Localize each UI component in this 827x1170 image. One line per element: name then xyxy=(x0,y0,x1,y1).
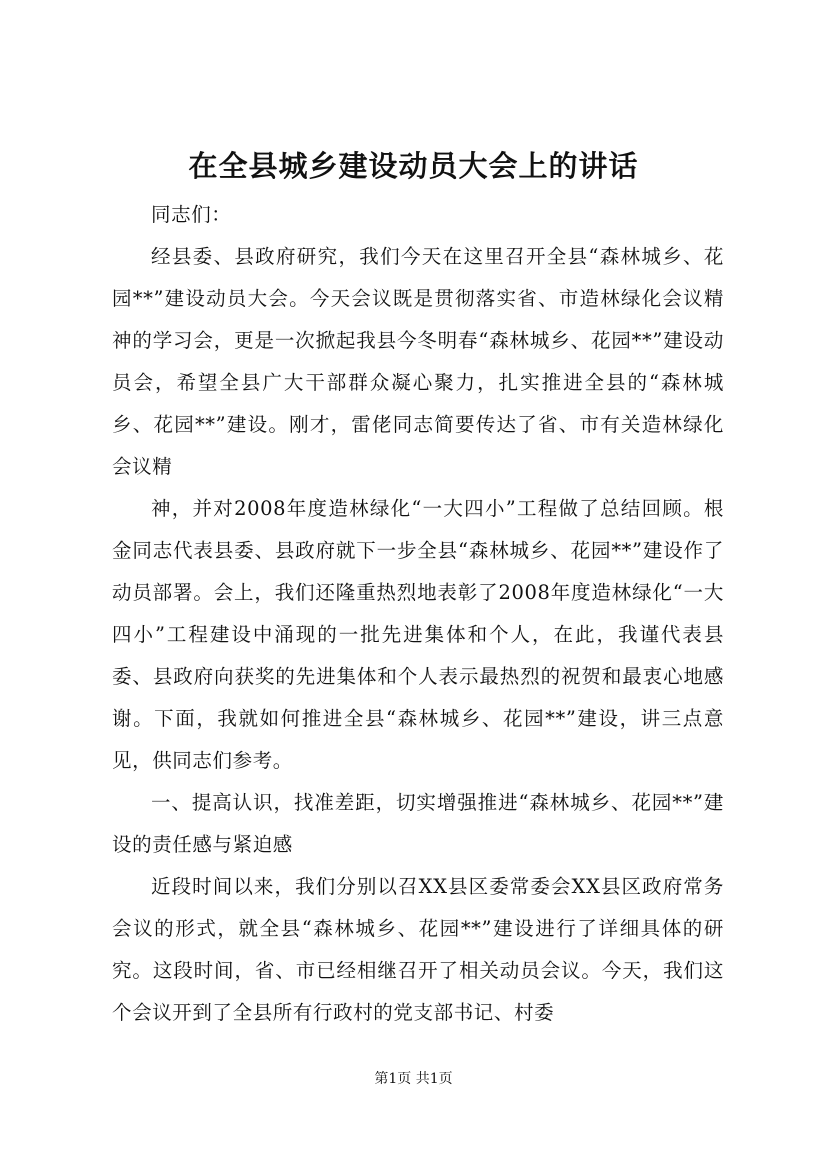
page-footer: 第1页 共1页 xyxy=(374,1071,453,1087)
document-body xyxy=(112,194,724,1034)
document-title: 在全县城乡建设动员大会上的讲话 xyxy=(188,149,639,183)
section-heading: 一、提高认识，找准差距，切实增强推进“森林城乡、花园**”建设的责任感与紧迫感 xyxy=(112,791,724,856)
body-paragraph: 近段时间以来，我们分别以召XX县区委常委会XX县区政府常务会议的形式，就全县“森林城乡、花园**”建设进行了详细具体的研究。这段时间，省、市已经相继召开了相关动员会议。今天，我们这个会议开到了全县所有行政村的党支部书记、村委 xyxy=(112,875,724,1024)
salutation-paragraph: 同志们： xyxy=(151,203,232,226)
body-paragraph: 经县委、县政府研究，我们今天在这里召开全县“森林城乡、花园**”建设动员大会。今天会议既是贯彻落实省、市造林绿化会议精神的学习会，更是一次掀起我县今冬明春“森林城乡、花园**”建设动员会，希望全县广大干部群众凝心聚力，扎实推进全县的“森林城乡、花园**”建设。刚才，雷佬同志简要传达了省、市有关造林绿化会议精 xyxy=(112,245,724,478)
body-paragraph: 神，并对2008年度造林绿化“一大四小”工程做了总结回顾。根金同志代表县委、县政府就下一步全县“森林城乡、花园**”建设作了动员部署。会上，我们还隆重热烈地表彰了2008年度造林绿化“一大四小”工程建设中涌现的一批先进集体和个人，在此，我谨代表县委、县政府向获奖的先进集体和个人表示最热烈的祝贺和最衷心地感谢。下面，我就如何推进全县“森林城乡、花园**”建设，讲三点意见，供同志们参考。 xyxy=(112,497,724,772)
